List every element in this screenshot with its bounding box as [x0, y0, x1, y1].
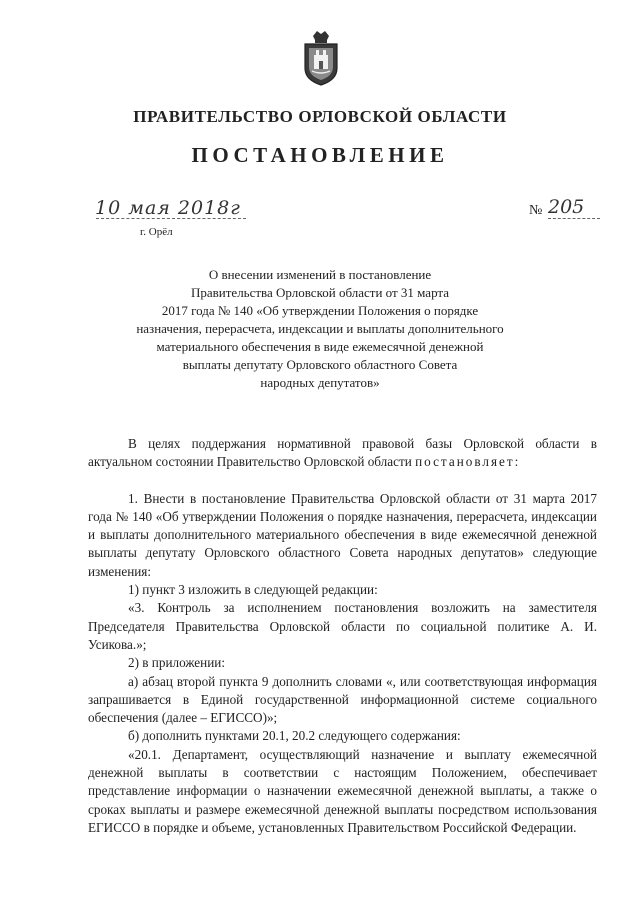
body-paragraph: б) дополнить пунктами 20.1, 20.2 следующего содержания: [128, 728, 461, 744]
subject-line: назначения, перерасчета, индексации и выплаты дополнительного [136, 321, 504, 336]
handwritten-number: 205 [548, 196, 585, 218]
body-paragraph: 1) пункт 3 изложить в следующей редакции: [128, 582, 378, 598]
preamble-text: В целях поддержания нормативной правовой базы Орловской области в актуальном состоянии Правительство Орловской области [88, 436, 597, 470]
document-subject [120, 266, 520, 392]
subject-line: Правительства Орловской области от 31 марта [190, 285, 450, 300]
resolves-word: постановляет: [415, 454, 521, 470]
document-type-title: ПОСТАНОВЛЕНИЕ [191, 143, 449, 167]
preamble-paragraph [88, 435, 597, 472]
coat-of-arms-icon [300, 28, 342, 88]
subject-line: 2017 года № 140 «Об утверждении Положения о порядке [161, 303, 479, 318]
body-paragraph: 1. Внести в постановление Правительства Орловской области от 31 марта 2017 года № 140 «Об утверждении Положения о порядке назначения, перерасчета, индексации и выплаты дополнительного материального обеспечения в виде ежемесячной денежной выплаты депутату Орловского областного Совета народных депутатов» следующие изменения: [88, 490, 597, 579]
body-paragraph: «3. Контроль за исполнением постановления возложить на заместителя Председателя Правительства Орловской области по социальной политике А. И. Усикова.»; [88, 600, 597, 652]
number-label: № [529, 203, 543, 218]
body-paragraph: 2) в приложении: [128, 655, 225, 671]
document-body [88, 435, 597, 837]
subject-line: материального обеспечения в виде ежемесячной денежной [156, 339, 484, 354]
subject-line: народных депутатов» [260, 375, 380, 390]
body-paragraph: «20.1. Департамент, осуществляющий назначение и выплату ежемесячной денежной выплаты в соответствии с настоящим Положением, обеспечивает представление информации о назначении ежемесячной денежной выплаты, а также о сроках выплаты и размере ежемесячной денежной выплаты посредством использования ЕГИССО в порядке и объеме, установленных Правительством Российской Федерации. [88, 746, 597, 835]
city-label: г. Орёл [140, 226, 173, 238]
organization-name: ПРАВИТЕЛЬСТВО ОРЛОВСКОЙ ОБЛАСТИ [133, 107, 507, 126]
handwritten-date: 10 мая 2018г [95, 197, 241, 219]
subject-line: О внесении изменений в постановление [208, 267, 432, 282]
number-underline [548, 218, 600, 219]
subject-line: выплаты депутату Орловского областного Совета [182, 357, 458, 372]
date-underline [96, 218, 246, 219]
body-paragraph: а) абзац второй пункта 9 дополнить словами «, или соответствующая информация запрашивается в Единой государственной информационной системе социального обеспечения (далее – ЕГИССО)»; [88, 673, 597, 726]
